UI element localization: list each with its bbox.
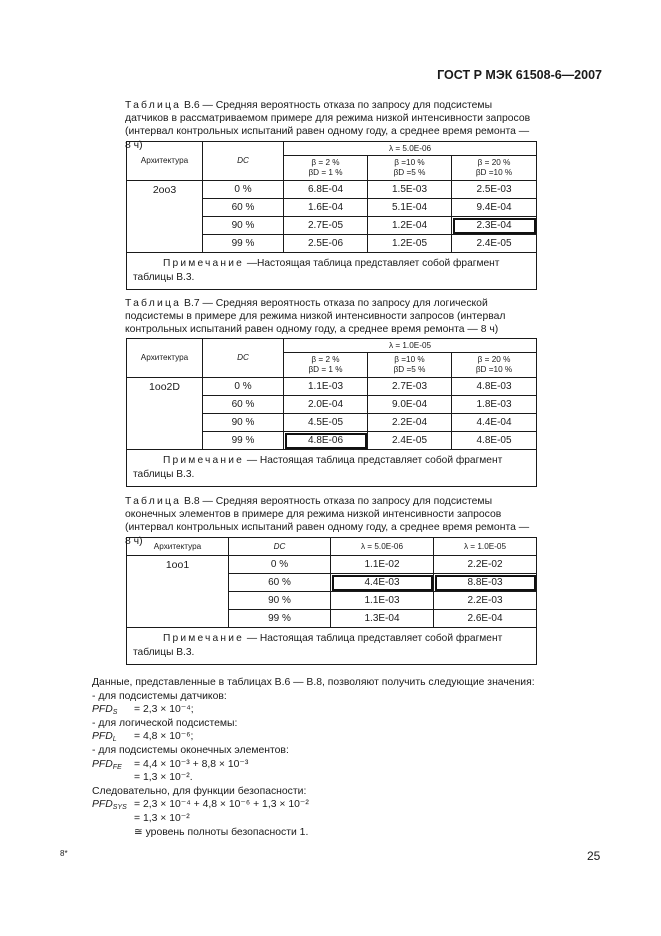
column-header-beta: β =10 % βD =5 % [368, 353, 452, 378]
table-label: Таблица [125, 298, 182, 309]
sil-line: ≅ уровень полноты безопасности 1. [134, 826, 309, 838]
column-header-dc: DC [203, 142, 284, 181]
footer-mark: 8* [60, 849, 68, 858]
document-header: ГОСТ Р МЭК 61508-6—2007 [437, 68, 602, 82]
pfd-l-line: $PFD_L = 4,8 \times 10^{-6}$; [92, 730, 535, 744]
sensors-line: - для подсистемы датчиков: [92, 690, 227, 702]
note-label: Примечание [163, 455, 244, 466]
pfd-symbol: $PFD_S$ [92, 704, 118, 717]
value-cell: 5.1E-04 [368, 199, 452, 217]
table-b7-caption [125, 297, 537, 337]
pfd-symbol: $PFD_{FE}$ [92, 758, 122, 771]
value-cell: 2.2E-04 [368, 414, 452, 432]
final-elements-line: - для подсистемы оконечных элементов: [92, 744, 289, 756]
column-header-dc: DC [229, 538, 331, 556]
table-row [127, 378, 537, 396]
note-text: — Настоящая таблица представляет собой фрагмент таблицы В.3. [133, 455, 503, 480]
dc-cell: 60 % [203, 396, 284, 414]
value-cell: 1.5E-03 [368, 181, 452, 199]
value-cell: 2.2E-02 [434, 556, 537, 574]
pfd-symbol: $PFD_{SYS}$ [92, 799, 127, 812]
caption-text: В.8 — Средняя вероятность отказа по запросу для подсистемы оконечных элементов в примере для режима низкой интенсивности запросов (интервал контрольных испытаний равен одному году, а среднее время ремонта — 8 ч) [125, 496, 530, 547]
column-header-beta: β =10 % βD =5 % [368, 156, 452, 181]
value-cell: 1.2E-05 [368, 235, 452, 253]
value-cell: 1.1E-02 [331, 556, 434, 574]
value-cell: 2.5E-06 [284, 235, 368, 253]
value-cell: 2.7E-03 [368, 378, 452, 396]
caption-text: В.7 — Средняя вероятность отказа по запросу для логической подсистемы в примере для режима низкой интенсивности запросов (интервал контрольных испытаний равен одному году, а среднее время ремонта — 8 ч) [125, 298, 506, 336]
dc-cell: 0 % [229, 556, 331, 574]
column-header-beta: β = 2 % βD = 1 % [284, 156, 368, 181]
table-note [127, 628, 537, 665]
note-label: Примечание [163, 633, 244, 644]
table-b8 [126, 537, 537, 665]
dc-cell: 99 % [203, 432, 284, 450]
dc-cell: 99 % [203, 235, 284, 253]
logic-line: - для логической подсистемы: [92, 717, 238, 729]
dc-cell: 0 % [203, 378, 284, 396]
table-label: Таблица [125, 100, 182, 111]
note-label: Примечание [163, 258, 244, 269]
value-cell: 2.2E-03 [434, 592, 537, 610]
column-header-beta: β = 20 % βD =10 % [452, 156, 537, 181]
table-b7 [126, 338, 537, 487]
column-header-lambda: λ = 5.0E-06 [284, 142, 537, 156]
pfd-s-line: $PFD_S = 2,3 \times 10^{-4}$; [92, 703, 535, 717]
column-header-lambda: λ = 5.0E-06 [331, 538, 434, 556]
table-row [127, 556, 537, 574]
highlighted-value-cell: 2.3E-04 [452, 217, 537, 235]
value-cell: 4.4E-04 [452, 414, 537, 432]
architecture-cell: 1oo1 [127, 556, 229, 628]
dc-cell: 60 % [203, 199, 284, 217]
column-header-lambda: λ = 1.0E-05 [284, 339, 537, 353]
value-cell: 2.4E-05 [368, 432, 452, 450]
value-cell: 1.6E-04 [284, 199, 368, 217]
column-header-beta: β = 20 % βD =10 % [452, 353, 537, 378]
intro-line: Данные, представленные в таблицах В.6 — В.8, позволяют получить следующие значения: [92, 677, 535, 688]
table-note [127, 450, 537, 487]
body-text [92, 676, 535, 839]
value-cell: 4.8E-05 [452, 432, 537, 450]
architecture-cell: 2oo3 [127, 181, 203, 253]
pfd-sys-line: $PFD_{SYS} = 2,3 \times 10^{-4} + 4,8 \times 10^{-6} + 1,3 \times 10^{-2}$ [92, 798, 535, 812]
dc-cell: 0 % [203, 181, 284, 199]
column-header-dc: DC [203, 339, 284, 378]
note-text: —Настоящая таблица представляет собой фрагмент таблицы В.3. [133, 258, 500, 283]
highlighted-value-cell: 4.8E-06 [284, 432, 368, 450]
highlighted-value-cell: 4.4E-03 [331, 574, 434, 592]
therefore-line: Следовательно, для функции безопасности: [92, 785, 307, 797]
dc-cell: 90 % [229, 592, 331, 610]
table-note [127, 253, 537, 290]
value-cell: 6.8E-04 [284, 181, 368, 199]
value-cell: 1.3E-04 [331, 610, 434, 628]
column-header-architecture: Архитектура [127, 142, 203, 181]
value-cell: 9.4E-04 [452, 199, 537, 217]
value-cell: 1.2E-04 [368, 217, 452, 235]
dc-cell: 60 % [229, 574, 331, 592]
table-b6 [126, 141, 537, 290]
pfd-fe-line: $PFD_{FE} = 4,4 \times 10^{-3} + 8,8 \times 10^{-3}$ [92, 758, 535, 772]
column-header-architecture: Архитектура [127, 339, 203, 378]
dc-cell: 90 % [203, 414, 284, 432]
dc-cell: 90 % [203, 217, 284, 235]
value-cell: 9.0E-04 [368, 396, 452, 414]
column-header-lambda: λ = 1.0E-05 [434, 538, 537, 556]
table-label: Таблица [125, 496, 182, 507]
note-text: — Настоящая таблица представляет собой фрагмент таблицы В.3. [133, 633, 503, 658]
pfd-fe-result: = 1,3 × 10⁻². [134, 772, 193, 784]
value-cell: 1.1E-03 [331, 592, 434, 610]
value-cell: 1.1E-03 [284, 378, 368, 396]
page-number: 25 [587, 849, 601, 863]
highlighted-value-cell: 8.8E-03 [434, 574, 537, 592]
value-cell: 4.8E-03 [452, 378, 537, 396]
dc-cell: 99 % [229, 610, 331, 628]
column-header-beta: β = 2 % βD = 1 % [284, 353, 368, 378]
value-cell: 1.8E-03 [452, 396, 537, 414]
caption-text: В.6 — Средняя вероятность отказа по запросу для подсистемы датчиков в рассматриваемом примере для режима низкой интенсивности запросов (интервал контрольных испытаний равен одному году, а среднее время ремонта — 8 ч) [125, 100, 531, 151]
value-cell: 2.5E-03 [452, 181, 537, 199]
table-row [127, 181, 537, 199]
value-cell: 2.6E-04 [434, 610, 537, 628]
pfd-symbol: $PFD_L$ [92, 731, 117, 744]
value-cell: 2.0E-04 [284, 396, 368, 414]
value-cell: 2.7E-05 [284, 217, 368, 235]
value-cell: 2.4E-05 [452, 235, 537, 253]
pfd-sys-result: = 1,3 × 10⁻² [134, 812, 190, 824]
value-cell: 4.5E-05 [284, 414, 368, 432]
architecture-cell: 1oo2D [127, 378, 203, 450]
column-header-architecture: Архитектура [127, 538, 229, 556]
